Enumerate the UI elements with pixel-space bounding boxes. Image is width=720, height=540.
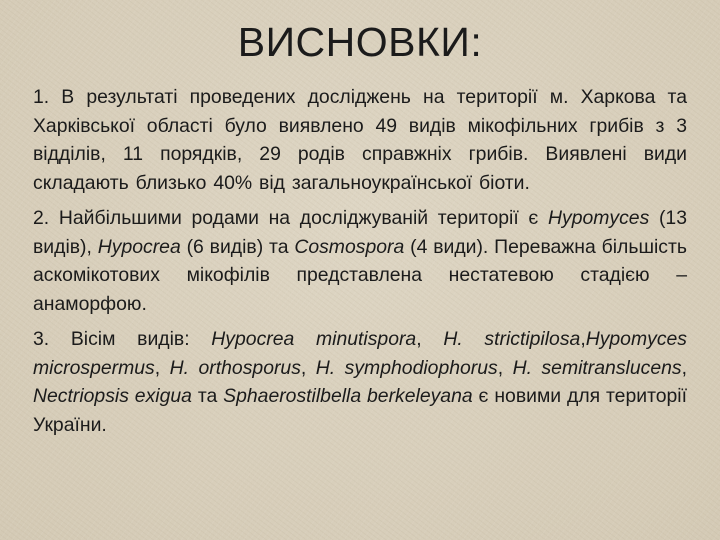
text-run: ,: [580, 328, 586, 350]
species-name: H. orthosporus: [169, 356, 301, 379]
text-run: (13 видів),: [33, 207, 687, 258]
text-run: ,: [416, 328, 444, 350]
species-name: Nectriopsis exigua: [33, 385, 192, 407]
genus-name: Cosmospora: [294, 235, 405, 258]
text-run: ,: [300, 356, 316, 379]
conclusion-paragraph-3: [33, 325, 687, 439]
conclusion-paragraph-1: 1. В результаті проведених досліджень на території м. Харкова та Харківської області було виявлено 49 видів мікофільних грибів з 3 відділів, 11 порядків, 29 родів справжніх грибів. Виявлені види складають близько 40% від загальноукраїнської біоти.: [33, 86, 687, 194]
slide-body: [33, 83, 687, 446]
species-name: Hypomyces microspermus: [33, 328, 687, 379]
text-run: та: [191, 385, 224, 407]
text-run: є новими для території України.: [33, 385, 687, 436]
text-run: 3. Вісім видів:: [33, 328, 212, 350]
text-run: 2. Найбільшими родами на досліджуваній території є: [33, 207, 548, 229]
text-run: ,: [497, 356, 513, 379]
genus-name: Hypocrea: [97, 235, 181, 258]
species-name: H. symphodiophorus: [315, 356, 498, 379]
species-name: H. strictipilosa: [443, 328, 581, 350]
text-run: ,: [154, 356, 170, 379]
text-run: (6 видів) та: [180, 235, 295, 258]
genus-name: Hypomyces: [548, 207, 650, 229]
conclusion-paragraph-2: [33, 204, 687, 318]
species-name: Hypocrea minutispora: [211, 328, 417, 350]
text-run: (4 види). Переважна більшість аскомікотових мікофілів представлена нестатевою стадією – анаморфою.: [33, 235, 687, 315]
species-name: Sphaerostilbella berkeleyana: [223, 385, 473, 407]
slide-title: ВИСНОВКИ:: [237, 19, 483, 65]
text-run: ,: [681, 356, 687, 379]
species-name: H. semitranslucens: [512, 356, 682, 379]
